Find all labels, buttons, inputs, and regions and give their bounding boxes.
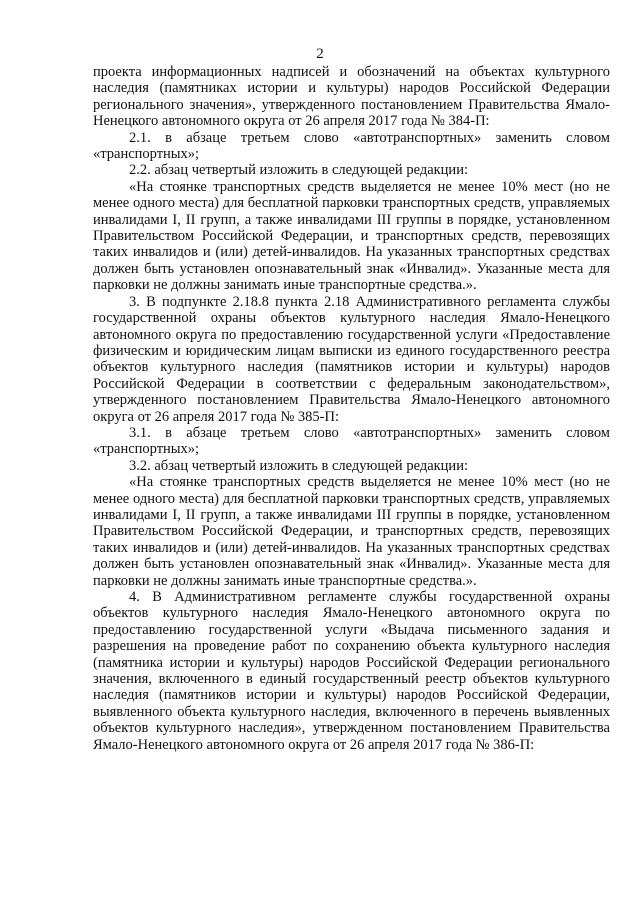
paragraph-3: 3. В подпункте 2.18.8 пункта 2.18 Административного регламента службы государственной охраны объектов культурного наследия Ямало-Ненецкого автономного округа по предоставлению государственной услуги «Предоставление физическим и юридическим лицам выписки из единого государственного реестра объектов культурного наследия (памятников истории и культуры) народов Российской Федерации в соответствии с федеральным законодательством», утвержденного постановлением Правительства Ямало-Ненецкого автономного округа от 26 апреля 2017 года № 385-П: [93,293,610,425]
paragraph-quote-1: «На стоянке транспортных средств выделяется не менее 10% мест (но не менее одного места) для бесплатной парковки транспортных средств, управляемых инвалидами I, II групп, а также инвалидами III группы в порядке, установленном Правительством Российской Федерации, и транспортных средств, перевозящих таких инвалидов и (или) детей-инвалидов. На указанных транспортных средствах должен быть установлен опознавательный знак «Инвалид». Указанные места для парковки не должны занимать иные транспортные средства.». [93,178,610,294]
paragraph-quote-2: «На стоянке транспортных средств выделяется не менее 10% мест (но не менее одного места) для бесплатной парковки транспортных средств, управляемых инвалидами I, II групп, а также инвалидами III группы в порядке, установленном Правительством Российской Федерации, и транспортных средств, перевозящих таких инвалидов и (или) детей-инвалидов. На указанных транспортных средствах должен быть установлен опознавательный знак «Инвалид». Указанные места для парковки не должны занимать иные транспортные средства.». [93,474,610,589]
paragraph-4: 4. В Административном регламенте службы государственной охраны объектов культурного наследия Ямало-Ненецкого автономного округа по предоставлению государственной услуги «Выдача письменного задания и разрешения на проведение работ по сохранению объекта культурного наследия (памятника истории и культуры) народов Российской Федерации регионального значения, включенного в единый государственный реестр объектов культурного наследия (памятников истории и культуры) народов Российской Федерации, выявленного объекта культурного наследия, включенного в перечень выявленных объектов культурного наследия», утвержденном постановлением Правительства Ямало-Ненецкого автономного округа от 26 апреля 2017 года № 386-П: [93,589,610,753]
paragraph-3-2: 3.2. абзац четвертый изложить в следующей редакции: [129,457,468,474]
document-body [93,64,610,753]
page-number: 2 [316,46,324,62]
paragraph-2-1: 2.1. в абзаце третьем слово «автотранспортных» заменить словом «транспортных»; [93,129,610,163]
paragraph-continuation: проекта информационных надписей и обозначений на объектах культурного наследия (памятниках истории и культуры) народов Российской Федерации регионального значения», утвержденного постановлением Правительства Ямало-Ненецкого автономного округа от 26 апреля 2017 года № 384-П: [93,64,610,130]
paragraph-2-2: 2.2. абзац четвертый изложить в следующей редакции: [129,162,468,179]
paragraph-3-1: 3.1. в абзаце третьем слово «автотранспортных» заменить словом «транспортных»; [93,424,610,458]
